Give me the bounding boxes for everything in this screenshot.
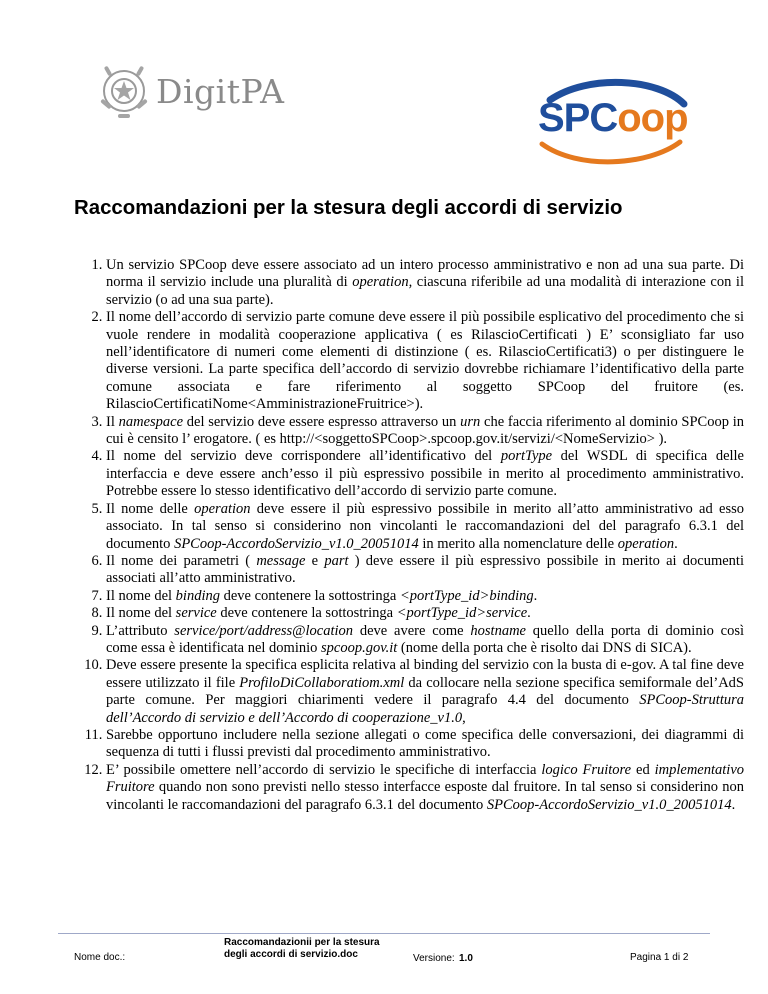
- list-item-text: logico Fruitore: [541, 761, 632, 778]
- list-item: [106, 588, 744, 605]
- list-item-text: Il: [106, 413, 119, 430]
- list-item-text: deve essere il più espressivo possibile in merito all’atto amministrativo ad esso associato. In tal senso si considerino non vincolanti le raccomandazioni del del paragrafo 6.3.1 del documento: [106, 500, 744, 552]
- list-item-text: che faccia riferimento al dominio SPCoop in cui è censito l’ erogatore. ( es http://<soggettoSPCoop>.spcoop.gov.it/servizi/<NomeServizio> ).: [106, 413, 744, 448]
- list-item-text: namespace: [118, 413, 184, 430]
- spcoop-logo: [528, 78, 696, 166]
- list-item: [106, 414, 744, 449]
- list-item-text: .: [674, 535, 678, 552]
- list-item-text: quello della porta di dominio così come essa è identificata nel dominio: [106, 622, 745, 656]
- list-item-text: service/port/address@location: [174, 622, 354, 639]
- list-item-text: urn: [460, 413, 481, 430]
- list-item-text: spcoop.gov.it: [321, 639, 398, 656]
- footer-name-label: Nome doc.:: [74, 952, 126, 963]
- list-item-text: Il nome del: [106, 587, 176, 604]
- list-item-text: Il nome del: [106, 605, 176, 622]
- spcoop-logo-text: [538, 96, 688, 141]
- list-item-text: Sarebbe opportuno includere nella sezione allegati o come specifica delle conversazioni, dei diagrammi di sequenza di tutti i flussi previsti dal procedimento amministrativo.: [106, 726, 744, 761]
- list-item-text: deve contenere la sottostringa: [216, 605, 397, 622]
- list-item-text: ) deve essere il più espressivo possibile in merito ai documenti associati all’atto amministrativo.: [106, 552, 744, 587]
- list-item-text: message: [256, 552, 306, 569]
- recommendations-list: [58, 257, 744, 814]
- list-item-text: e: [305, 552, 325, 569]
- list-item-text: ciascuna riferibile ad una modalità di interazione con il servizio (o ad una sua parte).: [106, 274, 744, 308]
- list-item-text: Il nome dei parametri (: [106, 552, 257, 569]
- list-item-text: ProfiloDiCollaboratiom.xml: [239, 674, 405, 691]
- list-item-text: operation,: [352, 274, 413, 291]
- list-item: [106, 448, 744, 500]
- list-item-text: binding: [175, 587, 220, 604]
- list-item: [106, 727, 744, 762]
- list-item-text: da collocare nella sezione specifica semiformale del’AdS parte comune. Per maggiori chiarimenti vedere il paragrafo 4.4 del documento: [106, 674, 744, 709]
- footer-doc-name: Raccomandazionii per la stesura degli accordi di servizio.doc: [224, 937, 380, 960]
- spcoop-logo-coop: oop: [617, 96, 688, 140]
- list-item-text: SPCoop-Struttura dell’Accordo di servizio e dell’Accordo di cooperazione_v1.0: [106, 692, 744, 726]
- list-item-text: Il nome delle: [106, 500, 195, 517]
- list-item-text: .: [533, 587, 538, 604]
- footer-version-label: Versione:: [413, 953, 455, 964]
- list-item-text: Deve essere presente la specifica esplicita relativa al binding del servizio con la busta di e-gov. A tal fine deve essere utilizzato il file: [106, 657, 744, 691]
- digitpa-logo-text: DigitPA: [156, 72, 285, 111]
- list-item-text: Un servizio SPCoop deve essere associato ad un intero processo amministrativo e non ad una sua parte. Di norma il servizio include una pluralità di: [106, 257, 744, 291]
- digitpa-logo: [96, 62, 286, 124]
- list-item-text: del servizio deve essere espresso attraverso un: [183, 413, 461, 430]
- footer-divider: [58, 933, 710, 934]
- italian-emblem-icon: [96, 62, 152, 120]
- list-item-text: in merito alla nomenclature delle: [418, 535, 618, 552]
- list-item-text: part: [324, 552, 349, 569]
- list-item-text: portType: [500, 448, 553, 465]
- list-item-text: Il nome del servizio deve corrispondere all’identificativo del: [106, 448, 501, 465]
- list-item: [106, 309, 744, 413]
- footer-page-number: Pagina 1 di 2: [630, 952, 689, 963]
- spcoop-logo-sp: SPC: [538, 96, 618, 140]
- list-item: [106, 605, 744, 622]
- list-item-text: L’attributo: [106, 622, 175, 639]
- list-item-text: implementativo Fruitore: [106, 761, 745, 796]
- list-item-text: ,: [462, 709, 466, 726]
- list-item-text: operation: [617, 535, 675, 552]
- list-item: [106, 762, 744, 814]
- list-item-text: deve avere come: [353, 622, 471, 639]
- list-item-text: del WSDL di specifica delle interfaccia e deve essere anch’esso il più espressivo possibile in merito al procedimento amministrativo. Potrebbe essere lo stesso identificativo dell’accordo di servizio parte comune.: [106, 448, 744, 500]
- document-title: Raccomandazioni per la stesura degli accordi di servizio: [74, 197, 623, 219]
- list-item-text: <portType_id>service: [396, 605, 528, 622]
- list-item-text: .: [527, 605, 531, 622]
- list-item-text: Il nome dell’accordo di servizio parte comune deve essere il più possibile esplicativo del procedimento che si vuole rendere in modalità cooperazione applicativa ( es RilascioCertificati ) E’ sconsigliato far uso nell’identificatore di numeri come elementi di distinzione ( es. RilascioCertificati3) o per distinguere le diverse versioni. La parte specifica dell’accordo di servizio dovrebbe richiamare l’identificativo della parte comune associata e fare riferimento al soggetto SPCoop del fruitore (es. RilascioCertificatiNome<AmministrazioneFruitrice>).: [106, 309, 744, 413]
- list-item-text: deve contenere la sottostringa: [219, 587, 400, 604]
- list-item: [106, 657, 744, 727]
- list-item-text: hostname: [470, 622, 526, 639]
- list-item: [106, 257, 744, 309]
- list-item-text: ed: [631, 761, 655, 778]
- list-item-text: operation: [194, 500, 251, 517]
- footer-version: 1.0: [459, 953, 473, 964]
- list-item: [106, 501, 744, 553]
- list-item-text: service: [175, 605, 217, 622]
- list-item: [106, 553, 744, 588]
- list-item-text: SPCoop-AccordoServizio_v1.0_20051014: [174, 535, 419, 552]
- list-item-text: .: [731, 796, 736, 813]
- list-item-text: (nome della porta che è risolto dai DNS di SICA).: [397, 639, 692, 656]
- list-item: [106, 623, 744, 658]
- list-item-text: <portType_id>binding: [399, 587, 534, 604]
- list-item-text: E’ possibile omettere nell’accordo di servizio le specifiche di interfaccia: [106, 761, 542, 778]
- list-item-text: SPCoop-AccordoServizio_v1.0_20051014: [486, 796, 732, 813]
- list-item-text: quando non sono previsti nello stesso interfacce esposte dal fruitore. In tal senso si considerino non vincolanti le raccomandazioni del paragrafo 6.3.1 del documento: [106, 779, 744, 813]
